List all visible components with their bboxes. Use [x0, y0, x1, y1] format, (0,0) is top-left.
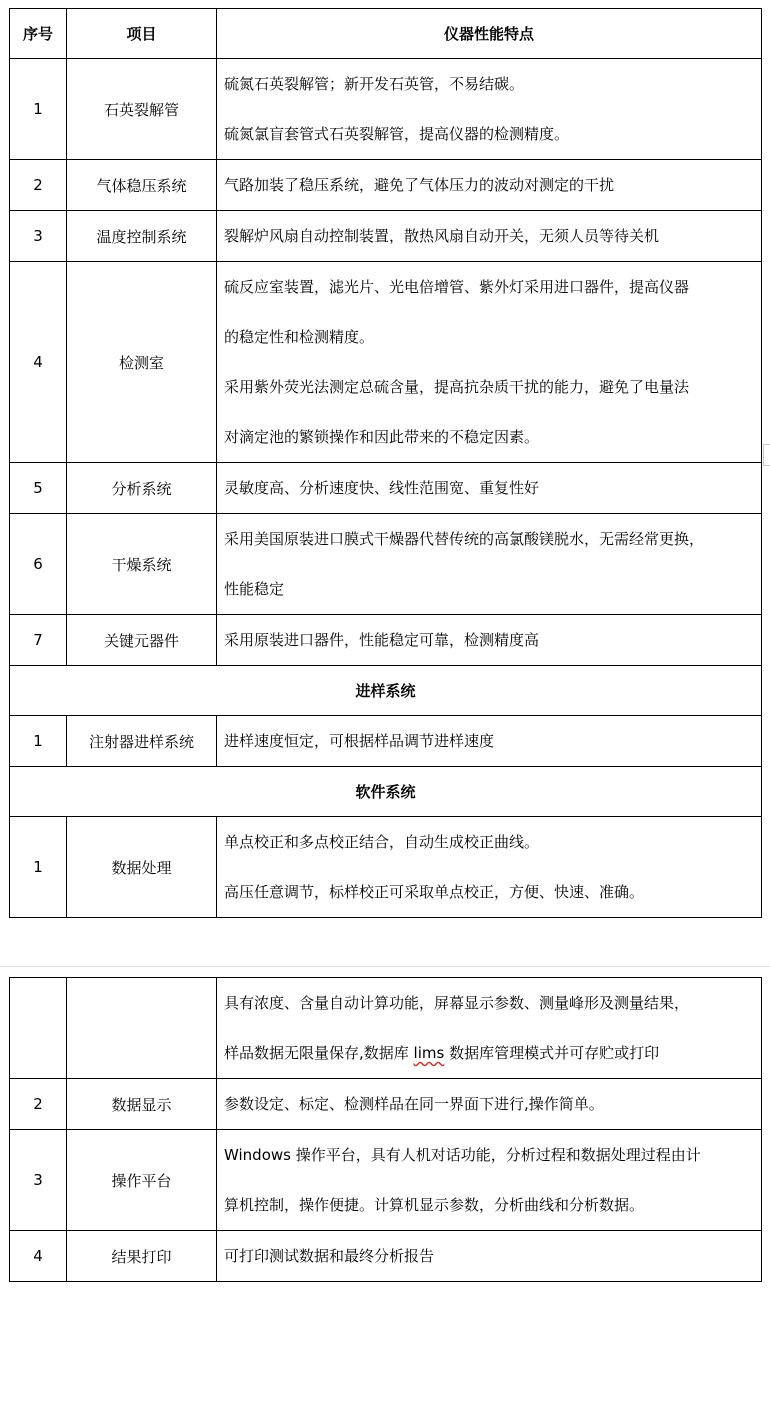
row-features — [217, 817, 762, 918]
table-row — [10, 978, 762, 1079]
row-features — [217, 615, 762, 666]
row-features — [217, 463, 762, 514]
row-item: 石英裂解管 — [67, 59, 217, 160]
feature-line: 进样速度恒定，可根据样品调节进样速度 — [224, 732, 495, 750]
row-no: 4 — [10, 262, 67, 463]
feature-line: 对滴定池的繁锁操作和因此带来的不稳定因素。 — [224, 428, 540, 446]
row-features — [217, 59, 762, 160]
table-row — [10, 160, 762, 211]
feature-line: 气路加装了稳压系统，避免了气体压力的波动对测定的干扰 — [224, 176, 615, 194]
section-row — [10, 666, 762, 716]
row-features — [217, 716, 762, 767]
margin-marker — [763, 444, 770, 466]
table-row — [10, 615, 762, 666]
feature-line: 参数设定、标定、检测样品在同一界面下进行,操作简单。 — [224, 1095, 604, 1113]
header-no: 序号 — [10, 9, 67, 59]
row-item: 分析系统 — [67, 463, 217, 514]
table-row — [10, 1231, 762, 1282]
feature-line: 采用美国原装进口膜式干燥器代替传统的高氯酸镁脱水，无需经常更换， — [224, 530, 705, 548]
page-break — [0, 966, 770, 967]
feature-line: 可打印测试数据和最终分析报告 — [224, 1247, 435, 1265]
row-item: 关键元器件 — [67, 615, 217, 666]
row-no: 3 — [10, 1130, 67, 1231]
table-row — [10, 262, 762, 463]
spellcheck-marked-word: lims — [413, 1044, 445, 1062]
software-rows — [10, 817, 762, 918]
feature-line: 采用紫外荧光法测定总硫含量，提高抗杂质干扰的能力，避免了电量法 — [224, 378, 690, 396]
feature-line: 硫氮氯盲套管式石英裂解管，提高仪器的检测精度。 — [224, 125, 570, 143]
row-item: 温度控制系统 — [67, 211, 217, 262]
feature-line: 硫氮石英裂解管；新开发石英管，不易结碳。 — [224, 75, 525, 93]
row-item: 结果打印 — [67, 1231, 217, 1282]
row-item: 干燥系统 — [67, 514, 217, 615]
row-features — [217, 262, 762, 463]
table-row — [10, 817, 762, 918]
row-no: 1 — [10, 59, 67, 160]
row-no: 1 — [10, 817, 67, 918]
feature-line: 具有浓度、含量自动计算功能，屏幕显示参数、测量峰形及测量结果， — [224, 994, 690, 1012]
row-item: 数据显示 — [67, 1079, 217, 1130]
table-header-row — [10, 9, 762, 59]
row-item — [67, 978, 217, 1079]
row-item: 气体稳压系统 — [67, 160, 217, 211]
row-item: 操作平台 — [67, 1130, 217, 1231]
feature-line: 硫反应室装置，滤光片、光电倍增管、紫外灯采用进口器件，提高仪器 — [224, 278, 690, 296]
feature-text: 样品数据无限量保存,数据库 — [224, 1044, 414, 1062]
row-features — [217, 1231, 762, 1282]
row-item: 注射器进样系统 — [67, 716, 217, 767]
row-no: 2 — [10, 1079, 67, 1130]
main-rows — [10, 59, 762, 666]
row-features — [217, 211, 762, 262]
table-row — [10, 716, 762, 767]
row-no: 1 — [10, 716, 67, 767]
row-item: 检测室 — [67, 262, 217, 463]
sampling-rows — [10, 716, 762, 767]
section-row — [10, 767, 762, 817]
feature-line: 灵敏度高、分析速度快、线性范围宽、重复性好 — [224, 479, 540, 497]
row-features — [217, 978, 762, 1079]
table-row — [10, 514, 762, 615]
feature-text: 数据库管理模式并可存贮或打印 — [444, 1044, 660, 1062]
row-no — [10, 978, 67, 1079]
feature-line: 采用原装进口器件，性能稳定可靠，检测精度高 — [224, 631, 540, 649]
row-features — [217, 1130, 762, 1231]
table-row — [10, 463, 762, 514]
row-item: 数据处理 — [67, 817, 217, 918]
software-more-rows — [10, 1079, 762, 1282]
section-title-sampling: 进样系统 — [10, 666, 762, 716]
row-no: 3 — [10, 211, 67, 262]
table-row — [10, 59, 762, 160]
row-no: 7 — [10, 615, 67, 666]
row-no: 4 — [10, 1231, 67, 1282]
section-title-software: 软件系统 — [10, 767, 762, 817]
row-no: 6 — [10, 514, 67, 615]
feature-line: 算机控制，操作便捷。计算机显示参数，分析曲线和分析数据。 — [224, 1196, 645, 1214]
table-row — [10, 1079, 762, 1130]
table-row — [10, 211, 762, 262]
feature-line: 高压任意调节，标样校正可采取单点校正，方便、快速、准确。 — [224, 883, 645, 901]
table-row — [10, 1130, 762, 1231]
feature-line: 的稳定性和检测精度。 — [224, 328, 375, 346]
feature-line — [224, 1028, 757, 1078]
feature-line: 裂解炉风扇自动控制装置，散热风扇自动开关，无须人员等待关机 — [224, 227, 660, 245]
feature-line: 性能稳定 — [224, 580, 285, 598]
feature-line: Windows 操作平台，具有人机对话功能，分析过程和数据处理过程由计 — [224, 1146, 701, 1164]
row-no: 2 — [10, 160, 67, 211]
header-item: 项目 — [67, 9, 217, 59]
row-features — [217, 160, 762, 211]
row-features — [217, 1079, 762, 1130]
row-features — [217, 514, 762, 615]
performance-table — [9, 8, 762, 918]
row-no: 5 — [10, 463, 67, 514]
header-features: 仪器性能特点 — [217, 9, 762, 59]
performance-table-continued — [9, 977, 762, 1282]
feature-line: 单点校正和多点校正结合，自动生成校正曲线。 — [224, 833, 540, 851]
